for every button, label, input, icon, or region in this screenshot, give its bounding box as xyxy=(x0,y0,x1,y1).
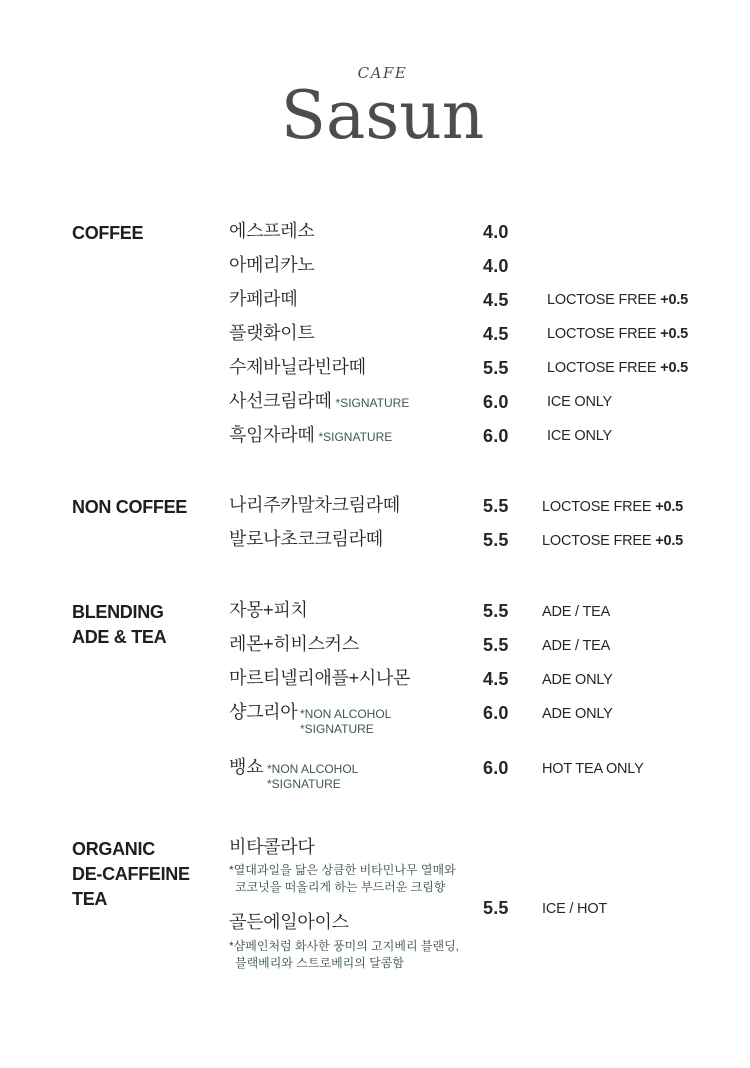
category-title: NON COFFEE xyxy=(72,497,188,517)
menu-item-name: 플랫화이트 xyxy=(229,323,315,343)
menu-item-note: ADE ONLY xyxy=(542,672,613,688)
menu-item-price: 5.5 xyxy=(483,898,509,918)
menu-item-name: 비타콜라다 xyxy=(229,837,315,857)
menu-item-note: ADE / TEA xyxy=(542,604,611,620)
menu-item-price: 4.0 xyxy=(483,222,509,242)
signature-tag: *SIGNATURE xyxy=(300,722,374,736)
menu-item-price: 6.0 xyxy=(483,703,509,723)
menu-item-name: 나리주카말차크림라떼 xyxy=(229,495,400,515)
menu-item-name: 레몬+히비스커스 xyxy=(229,634,359,654)
signature-tag: *SIGNATURE xyxy=(318,430,393,444)
menu-item-name: 뱅쇼 xyxy=(229,757,264,777)
category-title: BLENDING ADE & TEA xyxy=(72,602,167,647)
menu-item-price: 4.5 xyxy=(483,324,509,344)
menu-item-name: 발로나초코크림라떼 xyxy=(229,529,383,549)
menu-item-name: 자몽+피치 xyxy=(229,600,308,620)
menu-item-name: 마르티넬리애플+시나몬 xyxy=(229,668,411,688)
category-title: COFFEE xyxy=(72,223,144,243)
menu-item-name: 사선크림라떼 *SIGNATURE xyxy=(229,391,410,411)
non-alcohol-tag: *NON ALCOHOL xyxy=(267,762,359,776)
menu-item-price: 5.5 xyxy=(483,358,509,378)
menu-item-description: 코코넛을 떠올리게 하는 부드러운 크림향 xyxy=(235,880,446,894)
cafe-label: CAFE xyxy=(357,64,408,82)
menu-item-price: 5.5 xyxy=(483,601,509,621)
category-title: ORGANIC DE-CAFFEINE TEA xyxy=(72,839,190,909)
menu-item-price: 5.5 xyxy=(483,530,509,550)
menu-item-note: ICE ONLY xyxy=(547,394,613,410)
menu-item-name: 카페라떼 xyxy=(229,289,298,309)
menu-item-note: LOCTOSE FREE +0.5 xyxy=(547,292,689,308)
menu-item-description: *샴페인처럼 화사한 풍미의 고지베리 블랜딩, xyxy=(229,939,459,953)
menu-item-description: 블랙베리와 스트로베리의 달콤함 xyxy=(235,956,404,970)
menu-item-note: ADE / TEA xyxy=(542,638,611,654)
signature-tag: *SIGNATURE xyxy=(267,777,341,791)
menu-item-name: 흑임자라떼 *SIGNATURE xyxy=(229,425,393,445)
menu-item-price: 4.5 xyxy=(483,669,509,689)
menu-item-name: 샹그리아 xyxy=(229,702,298,722)
menu-item-name: 수제바닐라빈라떼 xyxy=(229,357,366,377)
menu-item-note: ADE ONLY xyxy=(542,706,613,722)
menu-item-note: LOCTOSE FREE +0.5 xyxy=(542,499,684,515)
non-alcohol-tag: *NON ALCOHOL xyxy=(300,707,392,721)
menu-item-price: 5.5 xyxy=(483,635,509,655)
menu-item-name: 아메리카노 xyxy=(229,255,315,275)
menu-item-note: ICE / HOT xyxy=(542,901,608,917)
menu-item-note: LOCTOSE FREE +0.5 xyxy=(542,533,684,549)
menu-item-note: ICE ONLY xyxy=(547,428,613,444)
menu-item-name: 에스프레소 xyxy=(229,221,315,241)
menu-item-name: 골든에일아이스 xyxy=(229,912,349,932)
menu-item-note: LOCTOSE FREE +0.5 xyxy=(547,326,689,342)
menu-item-price: 6.0 xyxy=(483,426,509,446)
cafe-name-logo: Sasun xyxy=(280,77,485,154)
menu-item-description: *열대과일을 닮은 상큼한 비타민나무 열매와 xyxy=(229,863,456,877)
signature-tag: *SIGNATURE xyxy=(335,396,410,410)
menu-item-note: LOCTOSE FREE +0.5 xyxy=(547,360,689,376)
menu-item-note: HOT TEA ONLY xyxy=(542,761,644,777)
menu-item-price: 4.5 xyxy=(483,290,509,310)
menu-item-price: 6.0 xyxy=(483,392,509,412)
menu-item-price: 6.0 xyxy=(483,758,509,778)
menu-item-price: 5.5 xyxy=(483,496,509,516)
menu-item-price: 4.0 xyxy=(483,256,509,276)
